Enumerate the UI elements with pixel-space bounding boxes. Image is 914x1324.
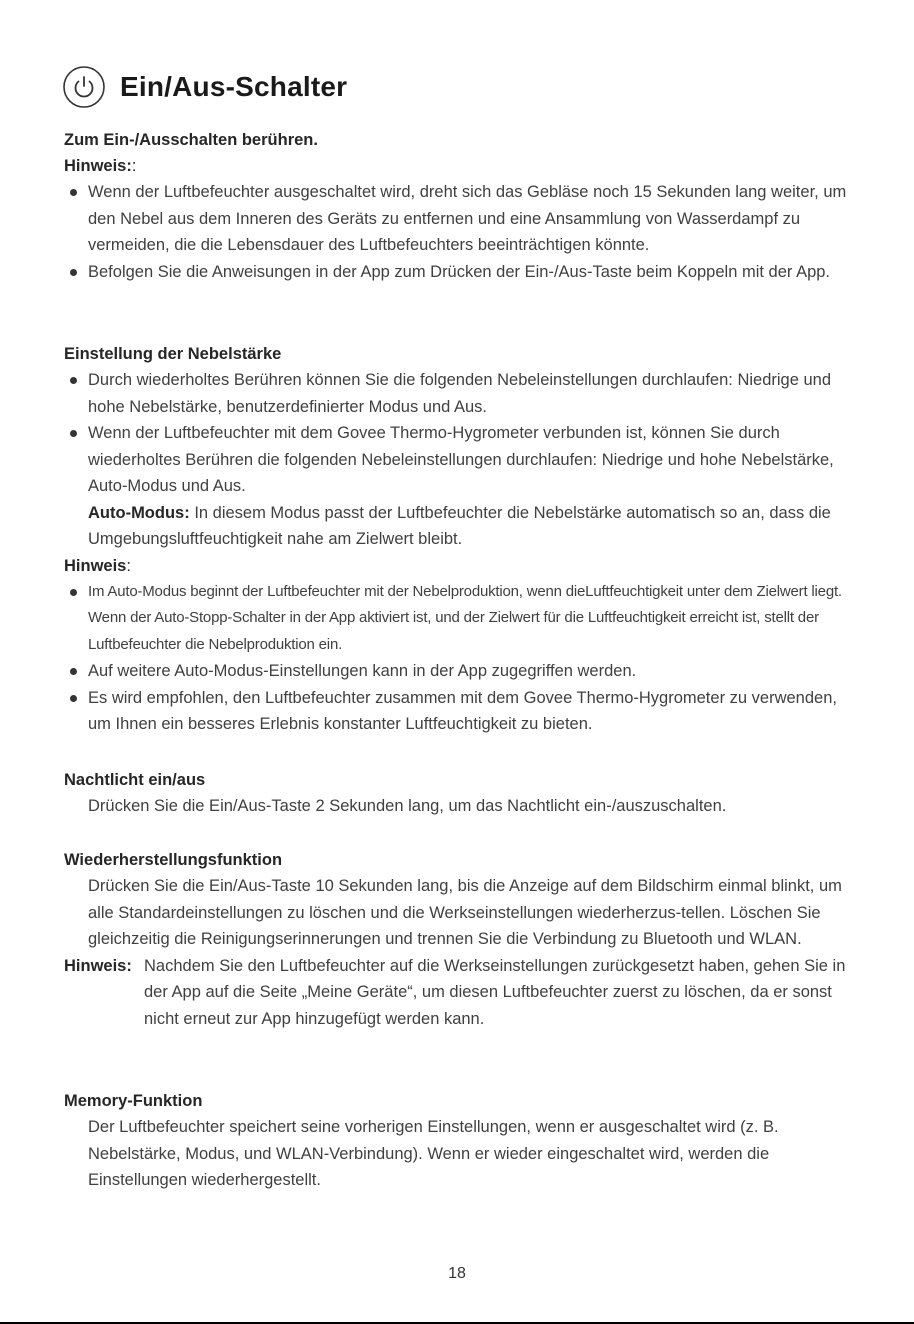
nightlight-heading: Nachtlicht ein/aus (64, 771, 206, 789)
mist-bullet: Durch wiederholtes Berühren können Sie die folgenden Nebeleinstellungen durchlaufen: Niedrige und hohe Nebelstärke, benutzerdefinierter Modus und Aus. (64, 367, 864, 420)
nightlight-section (64, 767, 864, 820)
page-title: Ein/Aus-Schalter (120, 71, 348, 102)
mist-section (64, 341, 864, 738)
auto-mode-paragraph (64, 500, 864, 553)
restore-note-label: Hinweis: (64, 956, 132, 975)
mist-note-bullet: Es wird empfohlen, den Luftbefeuchter zusammen mit dem Govee Thermo-Hygrometer zu verwenden, um Ihnen ein besseres Erlebnis konstanter Luftfeuchtigkeit zu bieten. (64, 685, 864, 738)
title-row (62, 62, 347, 112)
page-number: 18 (448, 1265, 466, 1282)
intro-bullet: Befolgen Sie die Anweisungen in der App zum Drücken der Ein-/Aus-Taste beim Koppeln mit der App. (64, 259, 864, 286)
intro-note-suffix: : (131, 157, 137, 175)
restore-note-text: Nachdem Sie den Luftbefeuchter auf die Werkseinstellungen zurückgesetzt haben, gehen Sie in der App auf die Seite „Meine Geräte“, um diesen Luftbefeuchter zuerst zu löschen, da er sonst nicht erneut zur App hinzugefügt werden kann. (144, 956, 846, 1028)
mist-note-suffix: : (126, 556, 131, 575)
intro-note-heading (64, 153, 864, 179)
mist-bullet: Wenn der Luftbefeuchter mit dem Govee Thermo-Hygrometer verbunden ist, können Sie durch wiederholtes Berühren die folgenden Nebeleinstellungen durchlaufen: Niedrige und hohe Nebelstärke, Auto-Modus und Aus. (64, 420, 864, 500)
auto-mode-text: In diesem Modus passt der Luftbefeuchter die Nebelstärke automatisch so an, dass die Umgebungsluftfeuchtigkeit nahe am Zielwert bleibt. (88, 503, 831, 548)
intro-section (64, 127, 864, 285)
memory-section (64, 1088, 864, 1194)
mist-note-bullet: Im Auto-Modus beginnt der Luftbefeuchter mit der Nebelproduktion, wenn dieLuftfeuchtigkeit unter dem Zielwert liegt. Wenn der Auto-Stopp-Schalter in der App aktiviert ist, und der Zielwert für die Luftfeuchtigkeit erreicht ist, stellt der Luftbefeuchter die Nebelproduktion ein. (64, 579, 864, 659)
mist-note-bullet: Auf weitere Auto-Modus-Einstellungen kann in der App zugegriffen werden. (64, 658, 864, 685)
nightlight-text: Drücken Sie die Ein/Aus-Taste 2 Sekunden lang, um das Nachtlicht ein-/auszuschalten. (88, 797, 727, 815)
auto-mode-label: Auto-Modus: (88, 503, 190, 522)
mist-note-heading (64, 553, 864, 579)
power-icon (62, 65, 106, 109)
restore-text: Drücken Sie die Ein/Aus-Taste 10 Sekunden lang, bis die Anzeige auf dem Bildschirm einmal blinkt, um alle Standardeinstellungen zu löschen und die Werkseinstellungen wiederherzus-tellen. Löschen Sie gleichzeitig die Reinigungserinnerungen und trennen Sie die Verbindung zu Bluetooth und WLAN. (88, 877, 842, 948)
intro-lead: Zum Ein-/Ausschalten berühren. (64, 131, 318, 149)
restore-section (64, 847, 864, 1032)
mist-heading: Einstellung der Nebelstärke (64, 345, 282, 363)
memory-text: Der Luftbefeuchter speichert seine vorherigen Einstellungen, wenn er ausgeschaltet wird (z. B. Nebelstärke, Modus, und WLAN-Verbindung). Wenn er wieder eingeschaltet wird, werden die Einstellungen wiederhergestellt. (88, 1118, 779, 1189)
intro-bullet: Wenn der Luftbefeuchter ausgeschaltet wird, dreht sich das Gebläse noch 15 Sekunden lang weiter, um den Nebel aus dem Inneren des Geräts zu entfernen und eine Ansammlung von Wasserdampf zu vermeiden, die die Lebensdauer des Luftbefeuchters beeinträchtigen könnte. (64, 179, 864, 259)
intro-note-label: Hinweis: (64, 157, 132, 175)
mist-note-label: Hinweis (64, 556, 127, 575)
restore-note (64, 953, 864, 1033)
memory-heading: Memory-Funktion (64, 1092, 203, 1110)
restore-heading: Wiederherstellungsfunktion (64, 851, 283, 869)
